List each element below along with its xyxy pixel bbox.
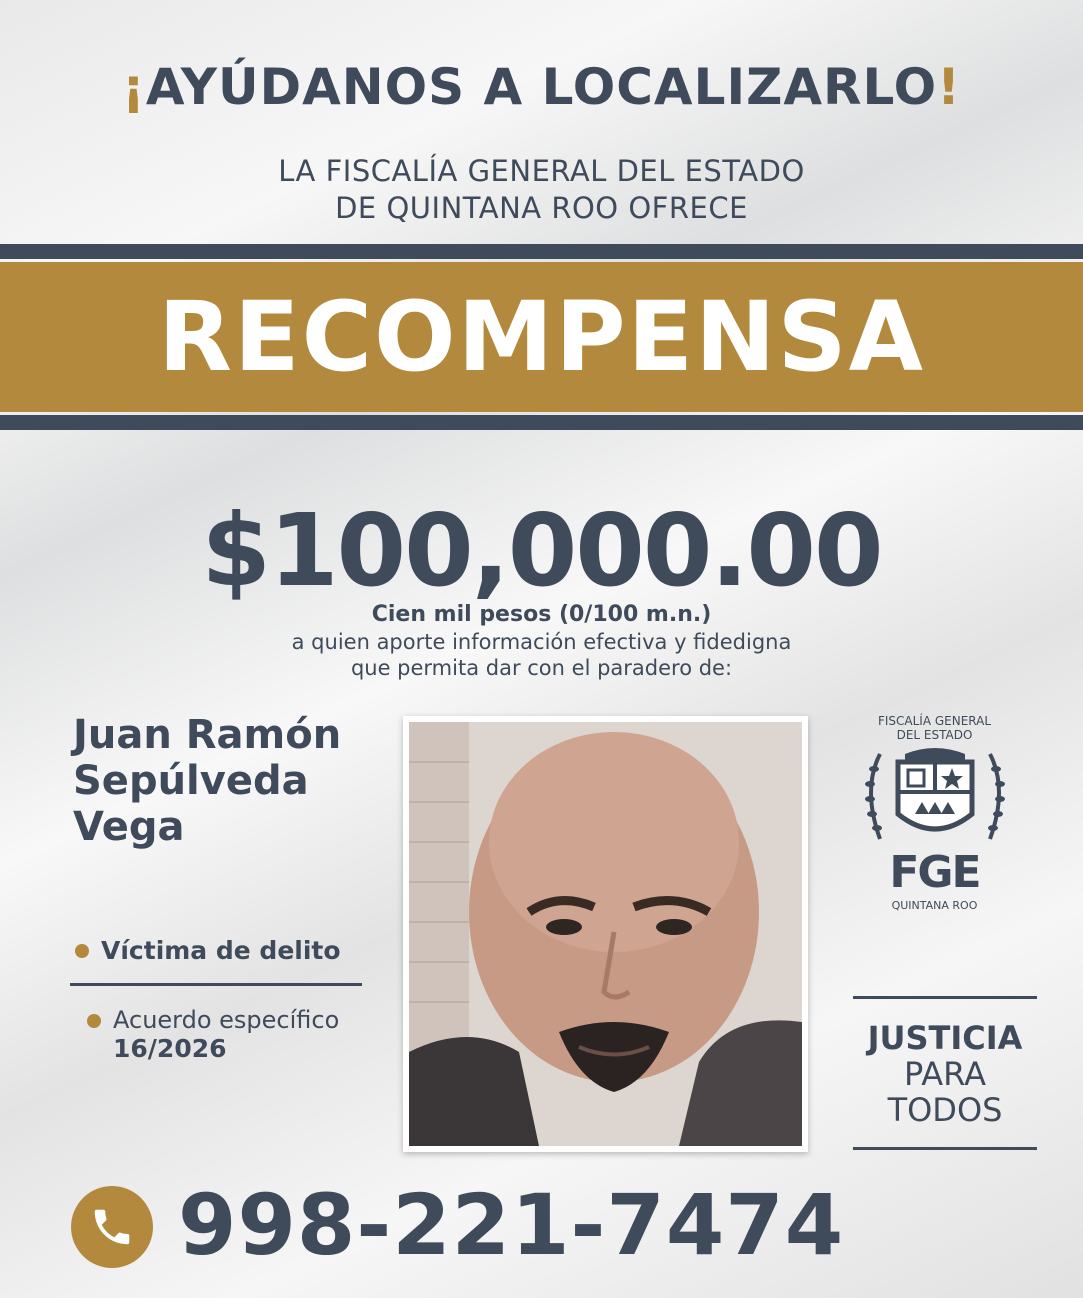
slogan <box>853 1020 1037 1128</box>
subtitle-line-2: DE QUINTANA ROO OFRECE <box>335 191 748 225</box>
description-line-1: a quien aporte información efectiva y fidedigna <box>291 630 792 654</box>
banner-top-stripe <box>0 244 1083 259</box>
phone-icon <box>89 1204 135 1250</box>
subtitle-line-1: LA FISCALÍA GENERAL DEL ESTADO <box>278 154 805 188</box>
divider <box>70 983 362 986</box>
headline <box>0 58 1083 116</box>
slogan-bottom-line <box>853 1147 1037 1150</box>
bullet-dot-icon <box>87 1014 101 1028</box>
banner-bottom-stripe <box>0 415 1083 430</box>
headline-close-exclamation: ! <box>937 58 961 116</box>
name-line-3: Vega <box>73 804 185 850</box>
logo-top-line-1: FISCALÍA GENERAL <box>877 714 992 728</box>
agreement-item <box>87 1006 339 1063</box>
bullet-dot-icon <box>75 944 89 958</box>
reward-banner <box>0 262 1083 412</box>
missing-person-name <box>73 712 393 850</box>
slogan-line-2: PARA <box>904 1055 986 1093</box>
reward-amount: $100,000.00 <box>201 492 882 609</box>
phone-number[interactable]: 998-221-7474 <box>178 1176 845 1274</box>
headline-text: AYÚDANOS A LOCALIZARLO <box>145 58 938 116</box>
status-text: Víctima de delito <box>101 936 341 965</box>
slogan-line-1: JUSTICIA <box>867 1019 1023 1057</box>
agreement-number: 16/2026 <box>113 1034 227 1063</box>
name-line-1: Juan Ramón <box>73 712 342 758</box>
fge-seal-icon <box>860 744 1010 849</box>
agreement-label: Acuerdo específico <box>113 1006 340 1034</box>
portrait-illustration <box>409 722 802 1146</box>
fge-logo <box>852 714 1017 912</box>
logo-acronym: FGE <box>889 847 980 898</box>
reward-banner-text: RECOMPENSA <box>158 281 925 393</box>
slogan-line-3: TODOS <box>887 1091 1003 1129</box>
logo-bottom-text: QUINTANA ROO <box>891 899 978 912</box>
photo-image <box>409 722 802 1146</box>
slogan-top-line <box>853 996 1037 999</box>
description-line-2: que permita dar con el paradero de: <box>350 656 733 680</box>
name-line-2: Sepúlveda <box>73 758 309 804</box>
missing-person-photo <box>403 716 808 1152</box>
phone-badge <box>71 1186 153 1268</box>
status-item <box>75 936 341 965</box>
amount-in-words: Cien mil pesos (0/100 m.n.) <box>371 602 712 627</box>
logo-top-line-2: DEL ESTADO <box>896 728 973 742</box>
headline-open-exclamation: ¡ <box>122 58 146 116</box>
